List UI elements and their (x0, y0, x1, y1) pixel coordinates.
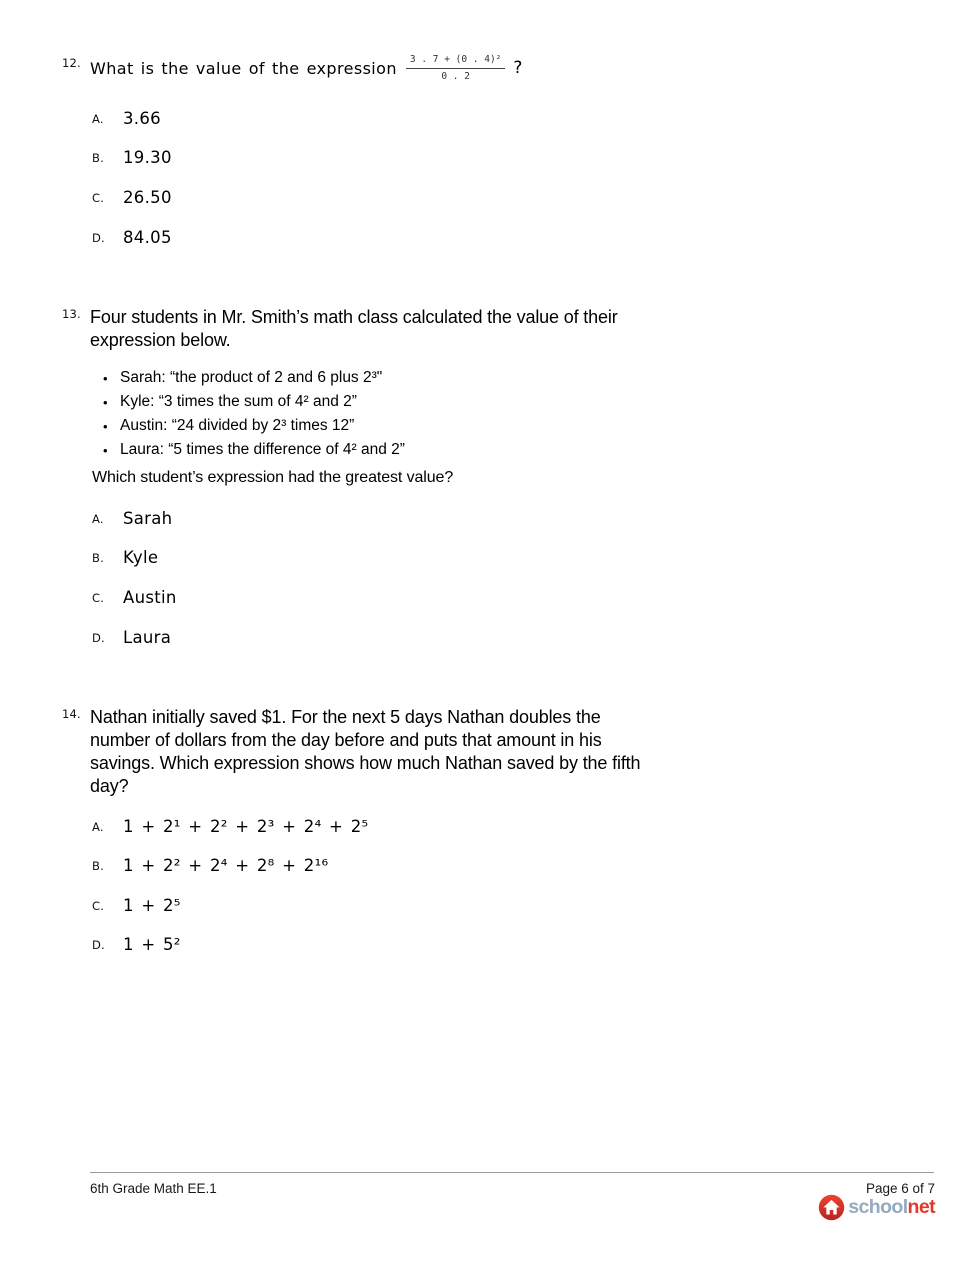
question-14-option-b (92, 856, 328, 875)
schoolnet-logo (818, 1194, 935, 1221)
option-letter: A. (92, 111, 104, 126)
logo-net-text: net (907, 1196, 935, 1218)
option-value: 26.50 (123, 188, 172, 207)
option-letter: B. (92, 550, 104, 565)
bullet-item (103, 414, 405, 438)
option-value: 19.30 (123, 148, 172, 167)
footer-course-label: 6th Grade Math EE.1 (90, 1181, 217, 1196)
question-14-stem (90, 706, 640, 798)
logo-school-text: school (848, 1196, 908, 1218)
stem-line: Nathan initially saved $1. For the next 5 days Nathan doubles the (90, 707, 601, 727)
question-14-option-d (92, 935, 181, 954)
question-14-option-a (92, 817, 368, 836)
question-13-option-a (92, 509, 172, 528)
option-letter: D. (92, 230, 105, 245)
bullet-icon: • (103, 371, 108, 386)
logo-wordmark (848, 1196, 935, 1219)
fraction-expression (406, 54, 506, 83)
option-letter: D. (92, 630, 105, 645)
question-12-stem-text: What is the value of the expression (90, 58, 397, 78)
footer-divider (90, 1172, 934, 1173)
bullet-icon: • (103, 395, 108, 410)
option-value: Sarah (123, 509, 173, 528)
question-12-option-c (92, 188, 172, 207)
question-13-number: 13. (62, 307, 81, 321)
option-value: 3.66 (123, 109, 161, 128)
option-letter: A. (92, 511, 104, 526)
option-value: 1 + 5² (123, 935, 181, 954)
question-13-option-c (92, 588, 177, 607)
question-13-stem (90, 306, 618, 352)
option-letter: A. (92, 819, 104, 834)
stem-line: number of dollars from the day before and puts that amount in his (90, 730, 602, 750)
stem-line: expression below. (90, 330, 231, 350)
question-12-stem-suffix: ? (513, 58, 523, 78)
fraction-numerator: 3 . 7 + (0 . 4)² (406, 54, 506, 69)
option-value: Laura (123, 628, 172, 647)
bullet-item (103, 438, 405, 462)
bullet-icon: • (103, 443, 108, 458)
option-value: 1 + 2⁵ (123, 896, 181, 915)
option-value: 1 + 2¹ + 2² + 2³ + 2⁴ + 2⁵ (123, 817, 369, 836)
option-value: Kyle (123, 548, 159, 567)
stem-line: day? (90, 776, 129, 796)
question-12-option-b (92, 148, 172, 167)
option-letter: C. (92, 898, 105, 913)
question-14-number: 14. (62, 707, 81, 721)
question-13-option-b (92, 548, 158, 567)
question-13-bullet-list (103, 366, 405, 462)
bullet-text: Laura: “5 times the difference of 4² and 2” (120, 441, 405, 458)
option-letter: B. (92, 858, 104, 873)
fraction-denominator: 0 . 2 (441, 70, 470, 82)
option-letter: D. (92, 937, 105, 952)
question-13-prompt: Which student’s expression had the greatest value? (92, 469, 454, 486)
footer-page-number: Page 6 of 7 (865, 1181, 935, 1196)
stem-line: savings. Which expression shows how much Nathan saved by the fifth (90, 753, 641, 773)
bullet-text: Kyle: “3 times the sum of 4² and 2” (120, 393, 357, 410)
bullet-text: Sarah: “the product of 2 and 6 plus 2³" (120, 369, 383, 386)
bullet-item (103, 390, 405, 414)
option-letter: C. (92, 190, 105, 205)
option-letter: B. (92, 150, 104, 165)
home-icon (818, 1194, 845, 1221)
bullet-item (103, 366, 405, 390)
bullet-icon: • (103, 419, 108, 434)
bullet-text: Austin: “24 divided by 2³ times 12” (120, 417, 355, 434)
stem-line: Four students in Mr. Smith’s math class calculated the value of their (90, 307, 618, 327)
question-14-option-c (92, 896, 181, 915)
question-12-number: 12. (62, 56, 81, 70)
question-12-stem (90, 47, 523, 89)
question-13-option-d (92, 628, 171, 647)
option-value: 1 + 2² + 2⁴ + 2⁸ + 2¹⁶ (123, 856, 329, 875)
option-value: 84.05 (123, 228, 172, 247)
option-value: Austin (123, 588, 177, 607)
question-12-option-d (92, 228, 172, 247)
option-letter: C. (92, 590, 105, 605)
question-12-option-a (92, 109, 161, 128)
